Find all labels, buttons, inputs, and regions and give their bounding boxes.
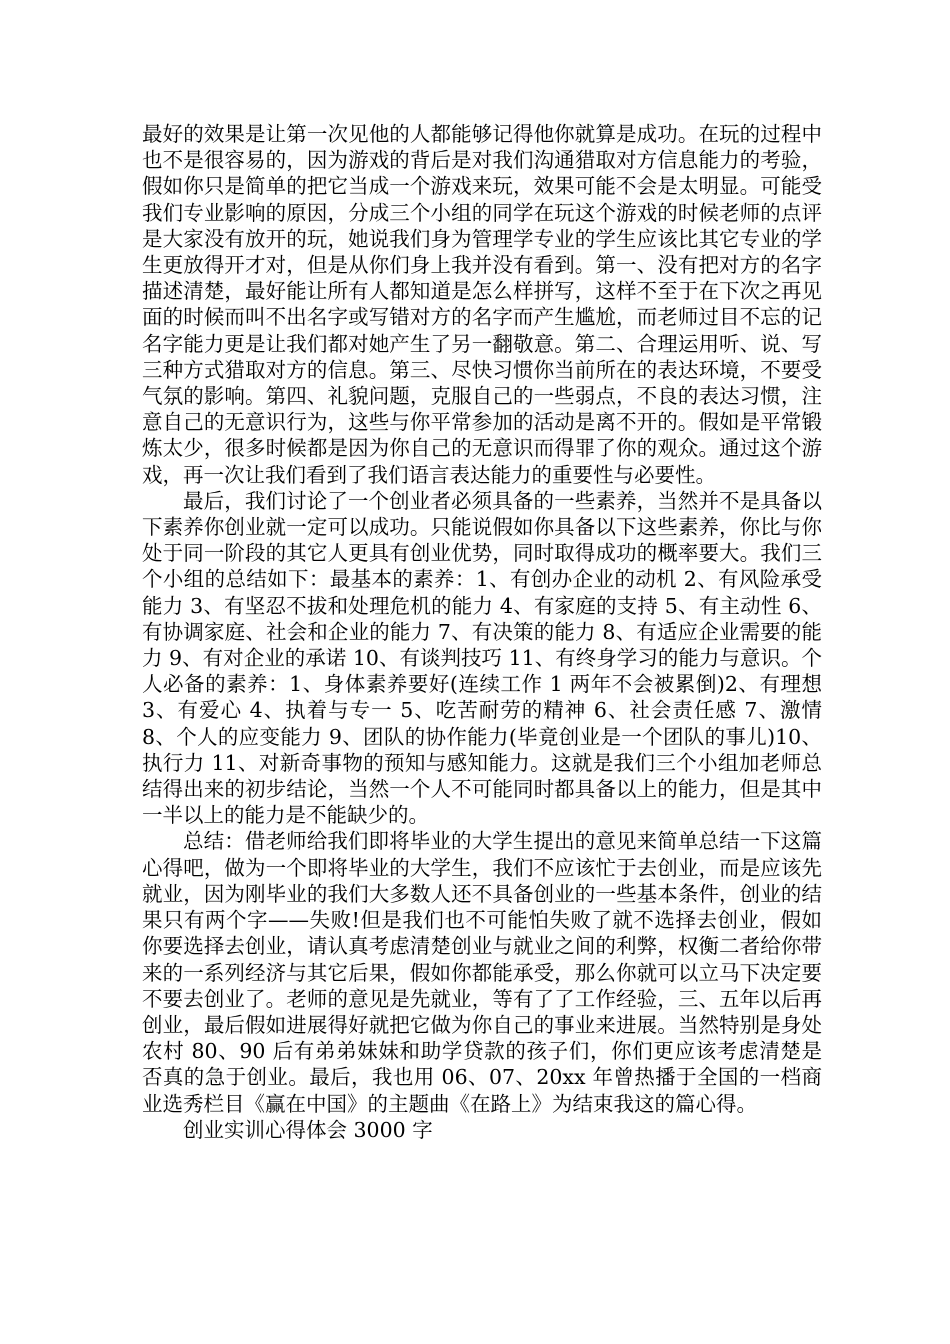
paragraph-game-reflection: 最好的效果是让第一次见他的人都能够记得他你就算是成功。在玩的过程中也不是很容易的，因为游戏的背后是对我们沟通猎取对方信息能力的考验，假如你只是简单的把它当成一个游戏来玩，效果可能不会是太明显。可能受我们专业影响的原因，分成三个小组的同学在玩这个游戏的时候老师的点评是大家没有放开的玩，她说我们身为管理学专业的学生应该比其它专业的学生更放得开才对，但是从你们身上我并没有看到。第一、没有把对方的名字描述清楚，最好能让所有人都知道是怎么样拼写，这样不至于在下次之再见面的时候而叫不出名字或写错对方的名字而产生尴尬，而老师过目不忘的记名字能力更是让我们都对她产生了另一翻敬意。第二、合理运用听、说、写三种方式猎取对方的信息。第三、尽快习惯你当前所在的表达环境，不要受气氛的影响。第四、礼貌问题，克服自己的一些弱点，不良的表达习惯，注意自己的无意识行为，这些与你平常参加的活动是离不开的。假如是平常锻炼太少，很多时候都是因为你自己的无意识而得罪了你的观众。通过这个游戏，再一次让我们看到了我们语言表达能力的重要性与必要性。 <box>142 122 822 487</box>
section-heading: 创业实训心得体会 3000 字 <box>183 1117 433 1142</box>
document-page <box>142 121 822 1143</box>
paragraph-entrepreneur-qualities: 最后，我们讨论了一个创业者必须具备的一些素养，当然并不是具备以下素养你创业就一定可以成功。只能说假如你具备以下这些素养，你比与你处于同一阶段的其它人更具有创业优势，同时取得成功的概率要大。我们三个小组的总结如下：最基本的素养：1、有创办企业的动机 2、有风险承受能力 3、有坚忍不拔和处理危机的能力 4、有家庭的支持 5、有主动性 6、有协调家庭、社会和企业的能力 7、有决策的能力 8、有适应企业需要的能力 9、有对企业的承诺 10、有谈判技巧 11、有终身学习的能力与意识。个人必备的素养：1、身体素养要好(连续工作 1 两年不会被累倒)2、有理想 3、有爱心 4、执着与专一 5、吃苦耐劳的精神 6、社会责任感 7、激情 8、个人的应变能力 9、团队的协作能力(毕竟创业是一个团队的事儿)10、执行力 11、对新奇事物的预知与感知能力。这就是我们三个小组加老师总结得出来的初步结论，当然一个人不可能同时都具备以上的能力，但是其中一半以上的能力是不能缺少的。 <box>142 488 822 828</box>
paragraph-summary: 总结：借老师给我们即将毕业的大学生提出的意见来简单总结一下这篇心得吧，做为一个即将毕业的大学生，我们不应该忙于去创业，而是应该先就业，因为刚毕业的我们大多数人还不具备创业的一些基本条件，创业的结果只有两个字——失败!但是我们也不可能怕失败了就不选择去创业，假如你要选择去创业，请认真考虑清楚创业与就业之间的利弊，权衡二者给你带来的一系列经济与其它后果，假如你都能承受，那么你就可以立马下决定要不要去创业了。老师的意见是先就业，等有了了工作经验，三、五年以后再创业，最后假如进展得好就把它做为你自己的事业来进展。当然特别是身处农村 80、90 后有弟弟妹妹和助学贷款的孩子们，你们更应该考虑清楚是否真的急于创业。最后，我也用 06、07、20xx 年曾热播于全国的一档商业选秀栏目《赢在中国》的主题曲《在路上》为结束我这的篇心得。 <box>142 829 822 1116</box>
